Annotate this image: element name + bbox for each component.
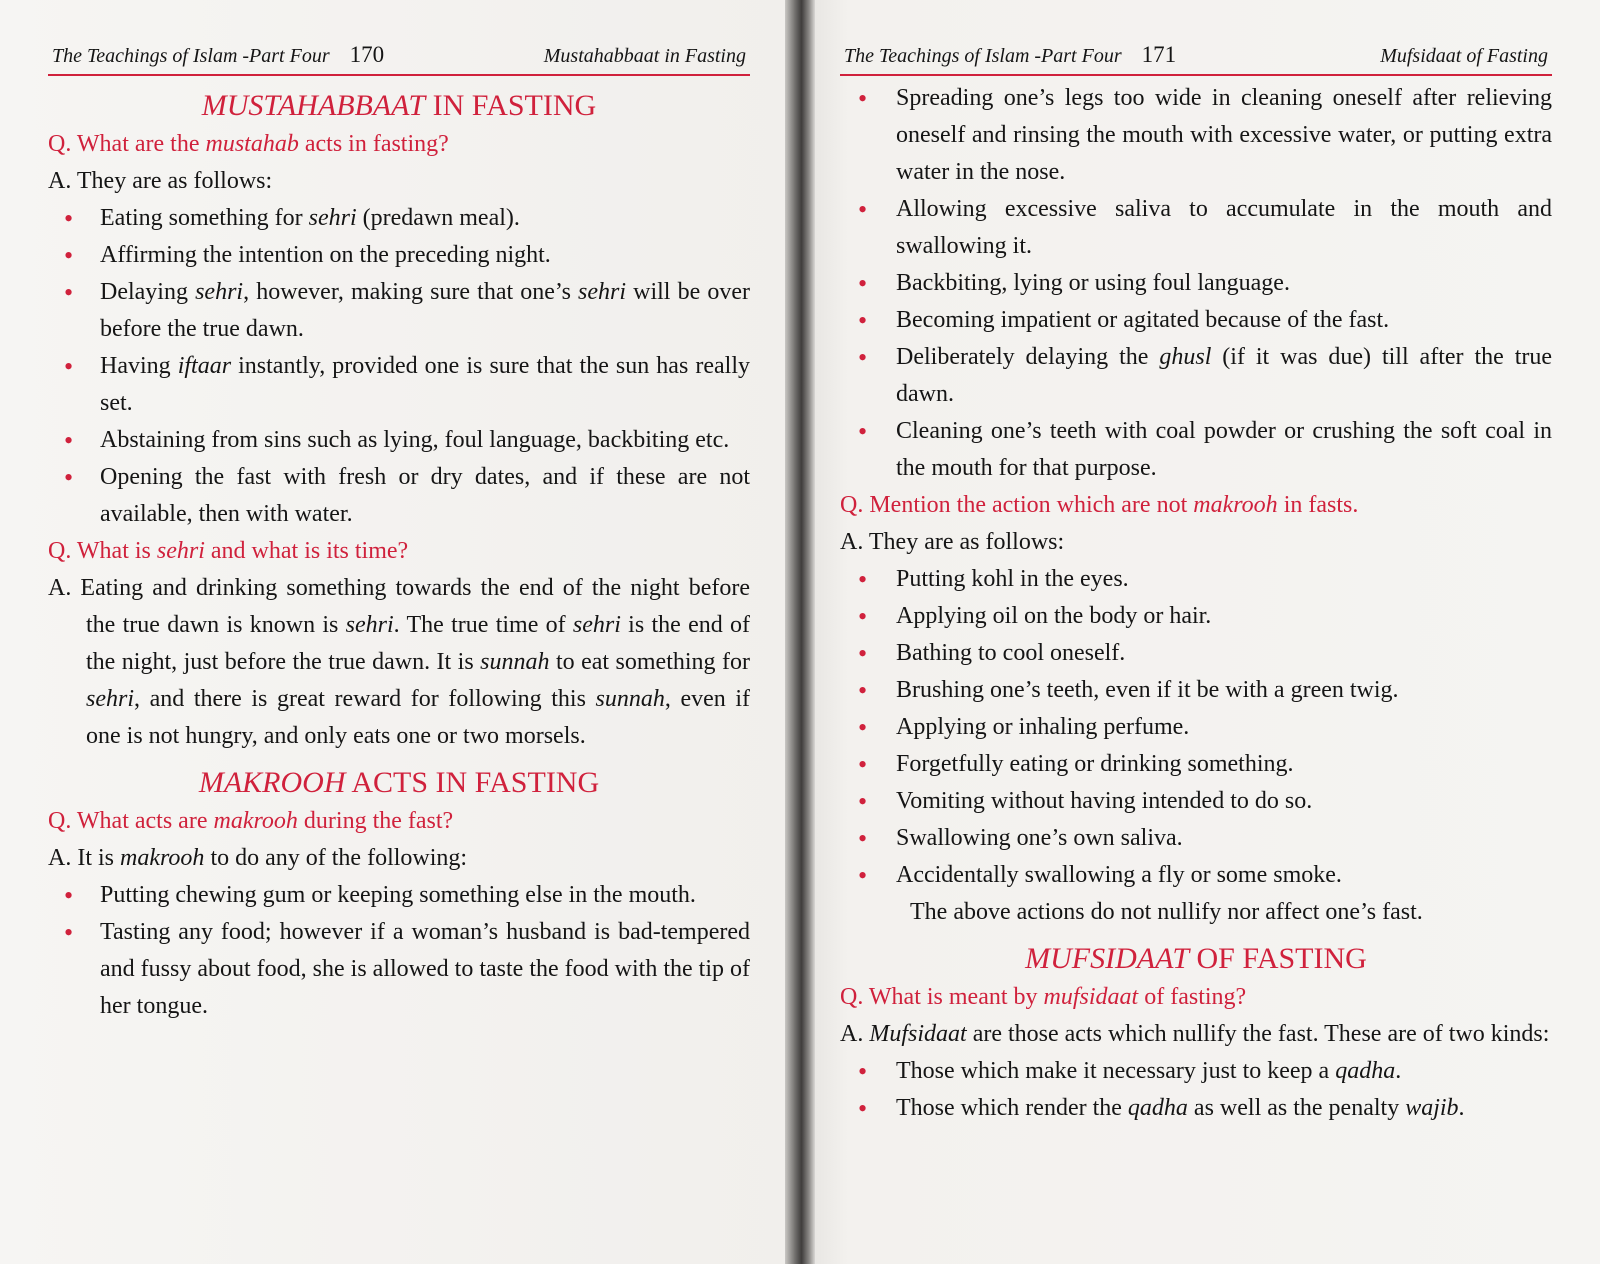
list-item: • Becoming impatient or agitated because of the fast.: [840, 302, 1552, 339]
list-item: • Cleaning one’s teeth with coal powder or crushing the soft coal in the mouth for that purpose.: [840, 413, 1552, 487]
bullet-icon: •: [858, 676, 868, 705]
list-item: • Abstaining from sins such as lying, foul language, backbiting etc.: [48, 422, 750, 459]
question: Q. What is sehri and what is its time?: [48, 538, 409, 564]
section-heading: MUFSIDAAT OF FASTING: [1025, 942, 1367, 975]
bullet-icon: •: [858, 639, 868, 668]
bullet-icon: •: [64, 204, 74, 233]
bullet-icon: •: [64, 918, 74, 947]
bullet-icon: •: [858, 713, 868, 742]
summary-text: The above actions do not nullify nor affect one’s fast.: [910, 899, 1423, 925]
list-item: • Having iftaar instantly, provided one is sure that the sun has really set.: [48, 348, 750, 422]
list-item: • Backbiting, lying or using foul language.: [840, 265, 1552, 302]
bullet-icon: •: [858, 750, 868, 779]
chapter-title: Mustahabbaat in Fasting: [543, 45, 746, 67]
list-item: • Applying oil on the body or hair.: [840, 598, 1552, 635]
bullet-icon: •: [64, 426, 74, 455]
answer: A. Eating and drinking something towards the end of the night before the true dawn is known is sehri. The true time of sehri is the end of the night, just before the true dawn. It is sunnah to eat something for sehri, and there is great reward for following this sunnah, even if one is not hungry, and only eats one or two morsels.: [48, 575, 751, 749]
bullet-icon: •: [858, 195, 868, 224]
bullet-icon: •: [858, 861, 868, 890]
section-heading: MUSTAHABBAAT IN FASTING: [201, 89, 597, 122]
bullet-icon: •: [858, 1094, 868, 1123]
list-item: • Those which render the qadha as well as the penalty wajib.: [840, 1090, 1552, 1127]
list-item: • Accidentally swallowing a fly or some smoke.: [840, 857, 1552, 894]
list-item: • Deliberately delaying the ghusl (if it was due) till after the true dawn.: [840, 339, 1552, 413]
bullet-icon: •: [64, 278, 74, 307]
bullet-icon: •: [64, 241, 74, 270]
list-item: • Opening the fast with fresh or dry dates, and if these are not available, then with water.: [48, 459, 750, 533]
list-item: • Eating something for sehri (predawn meal).: [48, 200, 750, 237]
list-item: • Brushing one’s teeth, even if it be with a green twig.: [840, 672, 1552, 709]
bullet-icon: •: [64, 463, 74, 492]
list-item: • Tasting any food; however if a woman’s husband is bad-tempered and fussy about food, she is allowed to taste the food with the tip of her tongue.: [48, 914, 750, 1025]
list-item: • Vomiting without having intended to do so.: [840, 783, 1552, 820]
question: Q. What are the mustahab acts in fasting?: [48, 131, 449, 157]
bullet-icon: •: [858, 84, 868, 113]
bullet-icon: •: [64, 352, 74, 381]
answer: A. It is makrooh to do any of the following:: [48, 845, 468, 871]
list-item: • Spreading one’s legs too wide in cleaning oneself after relieving oneself and rinsing the mouth with excessive water, or putting extra water in the nose.: [840, 80, 1552, 191]
chapter-title: Mufsidaat of Fasting: [1380, 45, 1548, 67]
page-body: [840, 76, 1552, 1127]
page-body: [48, 76, 750, 1025]
book-title: The Teachings of Islam -Part Four: [844, 45, 1122, 67]
question: Q. Mention the action which are not makrooh in fasts.: [840, 492, 1359, 518]
list-item: • Putting kohl in the eyes.: [840, 561, 1552, 598]
page-number: 170: [349, 42, 385, 67]
list-item: • Putting chewing gum or keeping something else in the mouth.: [48, 877, 750, 914]
list-item: • Delaying sehri, however, making sure that one’s sehri will be over before the true dawn.: [48, 274, 750, 348]
right-page: [800, 0, 1600, 1264]
list-item: • Allowing excessive saliva to accumulate in the mouth and swallowing it.: [840, 191, 1552, 265]
list-item: • Forgetfully eating or drinking something.: [840, 746, 1552, 783]
list-item: • Bathing to cool oneself.: [840, 635, 1552, 672]
question: Q. What acts are makrooh during the fast?: [48, 808, 454, 834]
bullet-icon: •: [858, 269, 868, 298]
bullet-icon: •: [858, 417, 868, 446]
bullet-icon: •: [858, 343, 868, 372]
book-gutter: [785, 0, 815, 1264]
answer: A. They are as follows:: [840, 529, 1065, 555]
list-item: • Swallowing one’s own saliva.: [840, 820, 1552, 857]
book-title: The Teachings of Islam -Part Four: [52, 45, 330, 67]
bullet-icon: •: [858, 565, 868, 594]
question: Q. What is meant by mufsidaat of fasting?: [840, 984, 1247, 1010]
bullet-icon: •: [858, 1057, 868, 1086]
page-number: 171: [1141, 42, 1177, 67]
list-item: • Those which make it necessary just to keep a qadha.: [840, 1053, 1552, 1090]
list-item: • Affirming the intention on the preceding night.: [48, 237, 750, 274]
bullet-icon: •: [858, 824, 868, 853]
bullet-icon: •: [858, 602, 868, 631]
bullet-icon: •: [858, 787, 868, 816]
section-heading: MAKROOH ACTS IN FASTING: [198, 766, 600, 799]
answer: A. They are as follows:: [48, 168, 273, 194]
page-header: [840, 42, 1552, 76]
bullet-icon: •: [858, 306, 868, 335]
bullet-icon: •: [64, 881, 74, 910]
list-item: • Applying or inhaling perfume.: [840, 709, 1552, 746]
answer: A. Mufsidaat are those acts which nullify the fast. These are of two kinds:: [840, 1021, 1550, 1047]
page-header: [48, 42, 750, 76]
